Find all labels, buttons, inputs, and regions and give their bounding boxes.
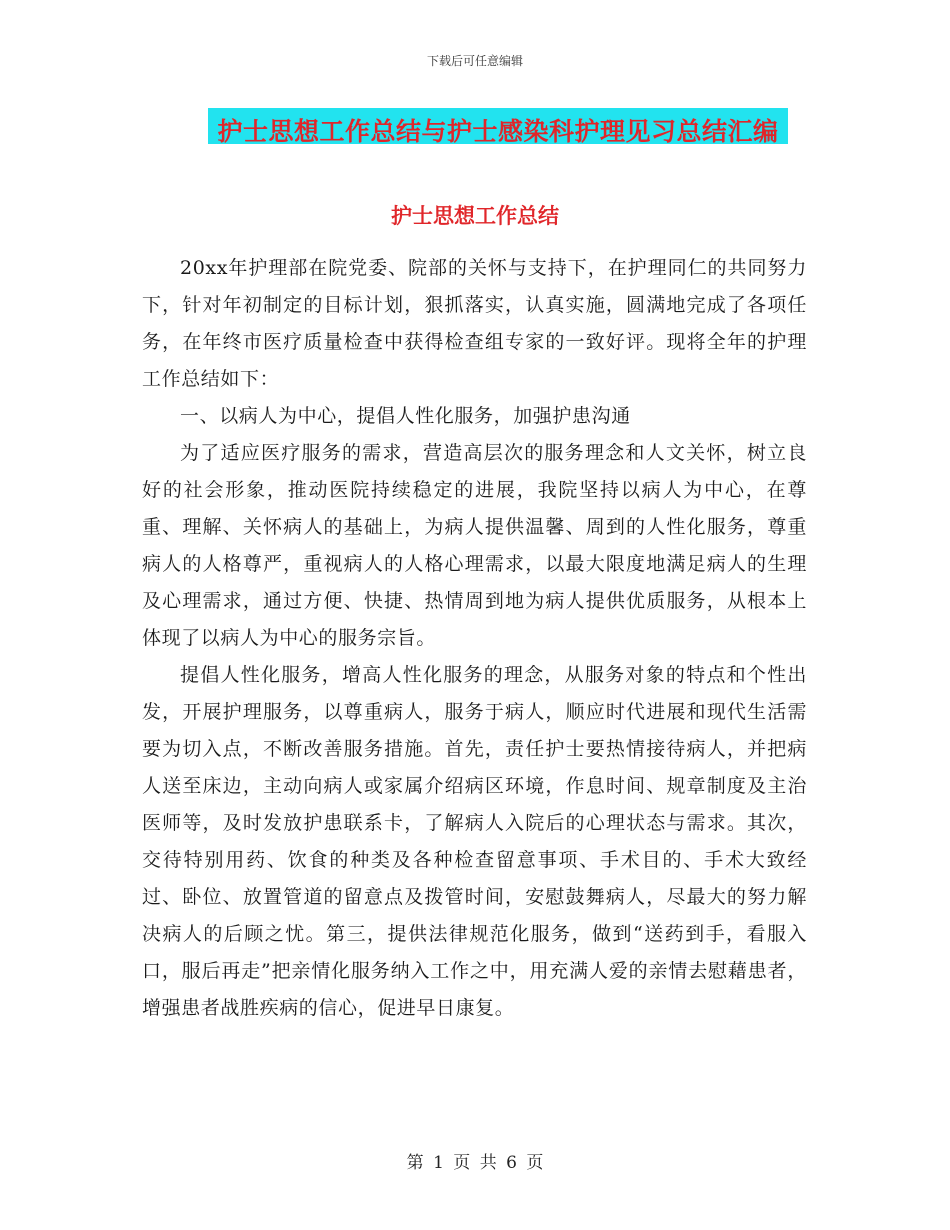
- paragraph-intro: 20xx年护理部在院党委、院部的关怀与支持下，在护理同仁的共同努力下，针对年初制定的目标计划，狠抓落实，认真实施，圆满地完成了各项任务，在年终市医疗质量检查中获得检查组专家的一致好评。现将全年的护理工作总结如下：: [142, 257, 807, 390]
- download-note: 下载后可任意编辑: [426, 54, 523, 68]
- section-title: 护士思想工作总结: [391, 203, 559, 228]
- paragraph-heading-1: 一、以病人为中心，提倡人性化服务，加强护患沟通: [180, 405, 631, 427]
- page-number: 第 1 页 共 6 页: [406, 1153, 544, 1173]
- paragraph-service-need: 为了适应医疗服务的需求，营造高层次的服务理念和人文关怀，树立良好的社会形象，推动医院持续稳定的进展，我院坚持以病人为中心，在尊重、理解、关怀病人的基础上，为病人提供温馨、周到的人性化服务，尊重病人的人格尊严，重视病人的人格心理需求，以最大限度地满足病人的生理及心理需求，通过方便、快捷、热情周到地为病人提供优质服务，从根本上体现了以病人为中心的服务宗旨。: [142, 442, 807, 649]
- document-title: 护士思想工作总结与护士感染科护理见习总结汇编: [217, 117, 779, 146]
- document-body: [142, 250, 807, 1027]
- paragraph-humanized-service: 提倡人性化服务，增高人性化服务的理念，从服务对象的特点和个性出发，开展护理服务，以尊重病人，服务于病人，顺应时代进展和现代生活需要为切入点，不断改善服务措施。首先，责任护士要热情接待病人，并把病人送至床边，主动向病人或家属介绍病区环境，作息时间、规章制度及主治医师等，及时发放护患联系卡，了解病人入院后的心理状态与需求。其次，交待特别用药、饮食的种类及各种检查留意事项、手术目的、手术大致经过、卧位、放置管道的留意点及拨管时间，安慰鼓舞病人，尽最大的努力解决病人的后顾之忧。第三，提供法律规范化服务，做到“送药到手，看服入口，服后再走”把亲情化服务纳入工作之中，用充满人爱的亲情去慰藉患者，增强患者战胜疾病的信心，促进早日康复。: [142, 664, 807, 1019]
